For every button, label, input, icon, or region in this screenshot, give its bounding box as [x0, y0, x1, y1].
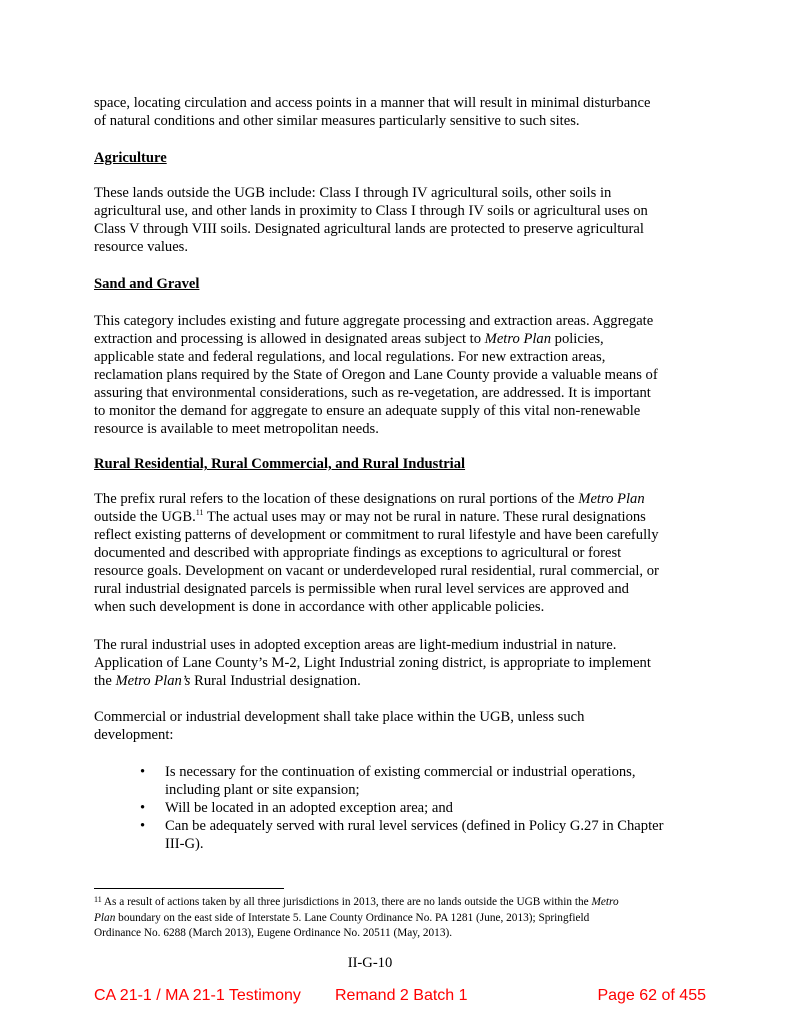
text: Rural Residential, Rural Commercial, and Rural Industrial	[94, 456, 466, 472]
text: to monitor the demand for aggregate to ensure an adequate supply of this vital non-renewable	[94, 403, 641, 419]
bullet-icon: •	[140, 800, 146, 816]
list-item-text	[165, 763, 636, 799]
text-line	[94, 544, 714, 562]
footer-left: CA 21-1 / MA 21-1 Testimony	[94, 987, 301, 1004]
text: Can be adequately served with rural level services (defined in Policy G.27 in Chapter	[165, 818, 664, 834]
text: Agriculture	[94, 150, 167, 166]
text: Sand and Gravel	[94, 276, 200, 292]
text: boundary on the east side of Interstate 5. Lane County Ordinance No. PA 1281 (June, 2013); Springfield	[115, 911, 590, 924]
text-line	[94, 420, 714, 438]
text-line	[94, 312, 714, 330]
paragraph	[94, 490, 714, 616]
text: outside the UGB.	[94, 509, 196, 525]
text: The prefix rural refers to the location of these designations on rural portions of the	[94, 491, 579, 507]
text-line	[165, 763, 636, 781]
list-item-text	[165, 817, 663, 853]
text: development:	[94, 727, 174, 743]
paragraph	[94, 184, 714, 256]
italic-text: Metro	[591, 896, 619, 908]
text: when such development is done in accordance with other applicable policies.	[94, 599, 545, 615]
section-heading	[94, 275, 714, 293]
text-line	[94, 654, 714, 672]
text: rural industrial designated parcels is permissible when rural level services are approved and	[94, 581, 629, 597]
italic-text: Plan	[94, 911, 116, 924]
paragraph	[94, 636, 714, 690]
text-line	[94, 402, 714, 420]
text: policies,	[551, 331, 604, 347]
text-line	[94, 508, 714, 526]
text-line	[94, 366, 714, 384]
text: the	[94, 673, 116, 689]
text: These lands outside the UGB include: Class I through IV agricultural soils, other soils in	[94, 185, 612, 201]
text-line	[94, 220, 714, 238]
text: As a result of actions taken by all three jurisdictions in 2013, there are no lands outside the UGB within the	[101, 896, 592, 908]
text: reclamation plans required by the State of Oregon and Lane County provide a valuable means of	[94, 367, 658, 383]
text: extraction and processing is allowed in designated areas subject to	[94, 331, 485, 347]
text: Will be located in an adopted exception area; and	[165, 800, 453, 816]
text: Rural Industrial designation.	[190, 673, 361, 689]
text: The actual uses may or may not be rural in nature. These rural designations	[203, 509, 646, 525]
text-line	[94, 580, 714, 598]
list-item-text	[165, 799, 453, 817]
text-line	[94, 911, 619, 927]
text-line	[94, 149, 714, 167]
footnote-divider	[94, 888, 284, 889]
text-line	[165, 817, 663, 835]
text-line	[94, 238, 714, 256]
text-line	[94, 184, 714, 202]
text: resource is available to meet metropolitan needs.	[94, 421, 379, 437]
section-heading	[94, 149, 714, 167]
footnote-ref: 11	[94, 895, 102, 904]
footer-right: Page 62 of 455	[597, 987, 706, 1004]
paragraph	[94, 708, 714, 744]
text-line	[94, 455, 714, 473]
text: This category includes existing and future aggregate processing and extraction areas. Aggregate	[94, 313, 654, 329]
text: reflect existing patterns of development or commitment to rural lifestyle and have been carefully	[94, 527, 659, 543]
text-line	[94, 926, 619, 942]
text: space, locating circulation and access points in a manner that will result in minimal disturbance	[94, 95, 651, 111]
text-line	[94, 598, 714, 616]
text: The rural industrial uses in adopted exception areas are light-medium industrial in nature.	[94, 637, 617, 653]
text-line	[94, 94, 714, 112]
text: Application of Lane County’s M-2, Light Industrial zoning district, is appropriate to implement	[94, 655, 651, 671]
text-line	[94, 636, 714, 654]
italic-text: Metro Plan	[484, 331, 552, 347]
text: Ordinance No. 6288 (March 2013), Eugene Ordinance No. 20511 (May, 2013).	[94, 927, 453, 939]
text-line	[94, 490, 714, 508]
paragraph	[94, 312, 714, 438]
text: applicable state and federal regulations, and local regulations. For new extraction areas,	[94, 349, 606, 365]
text: III-G).	[165, 836, 204, 852]
text: documented and described with appropriate findings as exceptions to agricultural or forest	[94, 545, 622, 561]
text-line	[94, 708, 714, 726]
footnote-ref: 11	[195, 508, 204, 517]
footnote	[94, 895, 619, 942]
text-line	[94, 330, 714, 348]
text: resource goals. Development on vacant or underdeveloped rural residential, rural commercial, or	[94, 563, 659, 579]
text-line	[94, 275, 714, 293]
italic-text: Metro Plan	[578, 491, 645, 507]
text: Is necessary for the continuation of existing commercial or industrial operations,	[165, 764, 636, 780]
bullet-icon: •	[140, 764, 146, 780]
text-line	[94, 726, 714, 744]
text-line	[94, 202, 714, 220]
text-line	[94, 526, 714, 544]
bullet-icon: •	[140, 818, 146, 834]
paragraph	[94, 94, 714, 130]
text: including plant or site expansion;	[165, 782, 360, 798]
text-line	[94, 672, 714, 690]
section-heading	[94, 455, 714, 473]
text-line	[165, 835, 663, 853]
text-line	[94, 348, 714, 366]
text-line	[94, 895, 619, 911]
text-line	[94, 112, 714, 130]
text: Commercial or industrial development shall take place within the UGB, unless such	[94, 709, 585, 725]
italic-text: Metro Plan’s	[115, 673, 191, 689]
footer-center: Remand 2 Batch 1	[335, 987, 468, 1004]
text: Class V through VIII soils. Designated agricultural lands are protected to preserve agricultural	[94, 221, 644, 237]
text-line	[94, 562, 714, 580]
text: assuring that environmental considerations, such as re-vegetation, are addressed. It is important	[94, 385, 651, 401]
text-line	[165, 781, 636, 799]
text: agricultural use, and other lands in proximity to Class I through IV soils or agricultural uses on	[94, 203, 648, 219]
text: of natural conditions and other similar measures particularly sensitive to such sites.	[94, 113, 580, 129]
page-number: II-G-10	[347, 955, 393, 971]
text-line	[165, 799, 453, 817]
text: resource values.	[94, 239, 189, 255]
text-line	[94, 384, 714, 402]
